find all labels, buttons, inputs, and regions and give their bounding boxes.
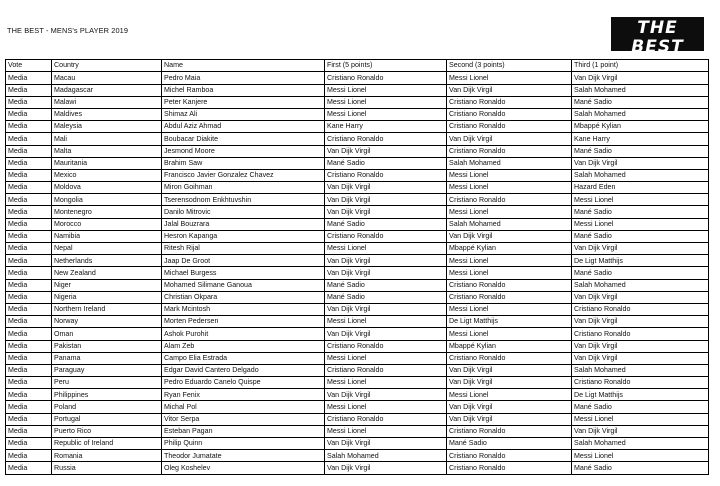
header-third: Third (1 point) — [572, 60, 709, 72]
name-cell: Morten Pedersen — [162, 316, 325, 328]
second-choice-cell: Messi Lionel — [447, 72, 572, 84]
second-choice-cell: Cristiano Ronaldo — [447, 121, 572, 133]
name-cell: Ashok Purohit — [162, 328, 325, 340]
table-row — [6, 450, 709, 462]
first-choice-cell: Messi Lionel — [325, 352, 447, 364]
second-choice-cell: Van Dijk Virgil — [447, 401, 572, 413]
second-choice-cell: Messi Lionel — [447, 303, 572, 315]
country-cell: Mali — [52, 133, 162, 145]
second-choice-cell: Cristiano Ronaldo — [447, 279, 572, 291]
third-choice-cell: Messi Lionel — [572, 218, 709, 230]
third-choice-cell: Salah Mohamed — [572, 438, 709, 450]
second-choice-cell: Cristiano Ronaldo — [447, 108, 572, 120]
vote-cell: Media — [6, 377, 52, 389]
first-choice-cell: Van Dijk Virgil — [325, 145, 447, 157]
name-cell: Michel Ramboa — [162, 84, 325, 96]
second-choice-cell: Cristiano Ronaldo — [447, 194, 572, 206]
country-cell: Panama — [52, 352, 162, 364]
country-cell: Niger — [52, 279, 162, 291]
second-choice-cell: Messi Lionel — [447, 328, 572, 340]
country-cell: Malta — [52, 145, 162, 157]
first-choice-cell: Messi Lionel — [325, 377, 447, 389]
vote-cell: Media — [6, 316, 52, 328]
table-row — [6, 84, 709, 96]
vote-cell: Media — [6, 389, 52, 401]
third-choice-cell: Cristiano Ronaldo — [572, 303, 709, 315]
country-cell: Northern Ireland — [52, 303, 162, 315]
first-choice-cell: Cristiano Ronaldo — [325, 169, 447, 181]
table-row — [6, 352, 709, 364]
third-choice-cell: Cristiano Ronaldo — [572, 377, 709, 389]
name-cell: Miron Goihman — [162, 182, 325, 194]
third-choice-cell: De Ligt Matthijs — [572, 255, 709, 267]
vote-cell: Media — [6, 218, 52, 230]
name-cell: Edgar David Cantero Delgado — [162, 364, 325, 376]
vote-cell: Media — [6, 438, 52, 450]
name-cell: Ryan Fenix — [162, 389, 325, 401]
vote-cell: Media — [6, 206, 52, 218]
vote-cell: Media — [6, 364, 52, 376]
third-choice-cell: Mané Sadio — [572, 462, 709, 474]
the-best-logo — [611, 17, 704, 65]
vote-cell: Media — [6, 425, 52, 437]
country-cell: Portugal — [52, 413, 162, 425]
first-choice-cell: Salah Mohamed — [325, 450, 447, 462]
table-row — [6, 157, 709, 169]
country-cell: Oman — [52, 328, 162, 340]
vote-cell: Media — [6, 450, 52, 462]
second-choice-cell: Mbappé Kylian — [447, 243, 572, 255]
first-choice-cell: Van Dijk Virgil — [325, 267, 447, 279]
country-cell: Moldova — [52, 182, 162, 194]
first-choice-cell: Van Dijk Virgil — [325, 328, 447, 340]
first-choice-cell: Messi Lionel — [325, 108, 447, 120]
name-cell: Ritesh Rijal — [162, 243, 325, 255]
third-choice-cell: Van Dijk Virgil — [572, 291, 709, 303]
table-row — [6, 438, 709, 450]
table-row — [6, 291, 709, 303]
third-choice-cell: Salah Mohamed — [572, 279, 709, 291]
first-choice-cell: Van Dijk Virgil — [325, 255, 447, 267]
second-choice-cell: Cristiano Ronaldo — [447, 96, 572, 108]
third-choice-cell: Messi Lionel — [572, 413, 709, 425]
name-cell: Theodor Jumatate — [162, 450, 325, 462]
second-choice-cell: Messi Lionel — [447, 169, 572, 181]
document-title: THE BEST - MENS's PLAYER 2019 — [7, 26, 129, 35]
second-choice-cell: Cristiano Ronaldo — [447, 352, 572, 364]
first-choice-cell: Cristiano Ronaldo — [325, 364, 447, 376]
country-cell: Madagascar — [52, 84, 162, 96]
vote-cell: Media — [6, 303, 52, 315]
vote-cell: Media — [6, 72, 52, 84]
name-cell: Pedro Eduardo Canelo Quispe — [162, 377, 325, 389]
country-cell: Mexico — [52, 169, 162, 181]
table-row — [6, 425, 709, 437]
table-row — [6, 328, 709, 340]
first-choice-cell: Mané Sadio — [325, 291, 447, 303]
third-choice-cell: Van Dijk Virgil — [572, 243, 709, 255]
country-cell: Pakistan — [52, 340, 162, 352]
table-row — [6, 145, 709, 157]
country-cell: Mongolia — [52, 194, 162, 206]
table-row — [6, 364, 709, 376]
third-choice-cell: Kane Harry — [572, 133, 709, 145]
header-row — [6, 60, 709, 72]
third-choice-cell: Salah Mohamed — [572, 108, 709, 120]
third-choice-cell: Van Dijk Virgil — [572, 425, 709, 437]
country-cell: Paraguay — [52, 364, 162, 376]
second-choice-cell: Messi Lionel — [447, 182, 572, 194]
vote-cell: Media — [6, 121, 52, 133]
name-cell: Mohamed Silimane Ganoua — [162, 279, 325, 291]
table-row — [6, 169, 709, 181]
name-cell: Shimaz Ali — [162, 108, 325, 120]
second-choice-cell: Messi Lionel — [447, 267, 572, 279]
vote-cell: Media — [6, 84, 52, 96]
country-cell: Republic of Ireland — [52, 438, 162, 450]
table-row — [6, 72, 709, 84]
country-cell: Morocco — [52, 218, 162, 230]
third-choice-cell: Mané Sadio — [572, 401, 709, 413]
second-choice-cell: Van Dijk Virgil — [447, 84, 572, 96]
third-choice-cell: Salah Mohamed — [572, 84, 709, 96]
table-row — [6, 279, 709, 291]
first-choice-cell: Mané Sadio — [325, 218, 447, 230]
name-cell: Jaap De Groot — [162, 255, 325, 267]
second-choice-cell: Messi Lionel — [447, 206, 572, 218]
second-choice-cell: Van Dijk Virgil — [447, 364, 572, 376]
third-choice-cell: Mané Sadio — [572, 145, 709, 157]
country-cell: Puerto Rico — [52, 425, 162, 437]
vote-cell: Media — [6, 194, 52, 206]
country-cell: Montenegro — [52, 206, 162, 218]
table-row — [6, 267, 709, 279]
first-choice-cell: Van Dijk Virgil — [325, 182, 447, 194]
first-choice-cell: Van Dijk Virgil — [325, 194, 447, 206]
first-choice-cell: Cristiano Ronaldo — [325, 413, 447, 425]
third-choice-cell: Mané Sadio — [572, 267, 709, 279]
first-choice-cell: Van Dijk Virgil — [325, 462, 447, 474]
first-choice-cell: Cristiano Ronaldo — [325, 230, 447, 242]
country-cell: Philippines — [52, 389, 162, 401]
country-cell: Poland — [52, 401, 162, 413]
vote-cell: Media — [6, 96, 52, 108]
third-choice-cell: Hazard Eden — [572, 182, 709, 194]
second-choice-cell: Cristiano Ronaldo — [447, 462, 572, 474]
vote-cell: Media — [6, 401, 52, 413]
table-row — [6, 108, 709, 120]
table-row — [6, 230, 709, 242]
name-cell: Francisco Javier Gonzalez Chavez — [162, 169, 325, 181]
name-cell: Michal Pol — [162, 401, 325, 413]
name-cell: Vitor Serpa — [162, 413, 325, 425]
header-second: Second (3 points) — [447, 60, 572, 72]
table-row — [6, 121, 709, 133]
second-choice-cell: Messi Lionel — [447, 255, 572, 267]
name-cell: Christian Okpara — [162, 291, 325, 303]
second-choice-cell: Cristiano Ronaldo — [447, 291, 572, 303]
first-choice-cell: Messi Lionel — [325, 425, 447, 437]
first-choice-cell: Van Dijk Virgil — [325, 303, 447, 315]
country-cell: Netherlands — [52, 255, 162, 267]
second-choice-cell: Salah Mohamed — [447, 157, 572, 169]
header-first: First (5 points) — [325, 60, 447, 72]
third-choice-cell: Messi Lionel — [572, 194, 709, 206]
name-cell: Boubacar Diakite — [162, 133, 325, 145]
name-cell: Oleg Koshelev — [162, 462, 325, 474]
table-row — [6, 401, 709, 413]
name-cell: Abdul Aziz Ahmad — [162, 121, 325, 133]
third-choice-cell: Van Dijk Virgil — [572, 352, 709, 364]
country-cell: Maleysia — [52, 121, 162, 133]
first-choice-cell: Messi Lionel — [325, 96, 447, 108]
second-choice-cell: Messi Lionel — [447, 389, 572, 401]
vote-cell: Media — [6, 267, 52, 279]
table-row — [6, 462, 709, 474]
first-choice-cell: Mané Sadio — [325, 157, 447, 169]
country-cell: Russia — [52, 462, 162, 474]
country-cell: Nigeria — [52, 291, 162, 303]
second-choice-cell: Cristiano Ronaldo — [447, 450, 572, 462]
vote-cell: Media — [6, 157, 52, 169]
third-choice-cell: Salah Mohamed — [572, 364, 709, 376]
third-choice-cell: Mané Sadio — [572, 96, 709, 108]
table-body — [6, 72, 709, 474]
table-row — [6, 194, 709, 206]
third-choice-cell: Mané Sadio — [572, 206, 709, 218]
name-cell: Alam Zeb — [162, 340, 325, 352]
vote-cell: Media — [6, 169, 52, 181]
first-choice-cell: Van Dijk Virgil — [325, 206, 447, 218]
name-cell: Brahim Saw — [162, 157, 325, 169]
third-choice-cell: Mané Sadio — [572, 230, 709, 242]
country-cell: Romania — [52, 450, 162, 462]
table-row — [6, 389, 709, 401]
name-cell: Jalal Bouzrara — [162, 218, 325, 230]
first-choice-cell: Messi Lionel — [325, 243, 447, 255]
first-choice-cell: Mané Sadio — [325, 279, 447, 291]
second-choice-cell: Van Dijk Virgil — [447, 230, 572, 242]
third-choice-cell: Van Dijk Virgil — [572, 340, 709, 352]
table-row — [6, 303, 709, 315]
table-row — [6, 340, 709, 352]
second-choice-cell: Cristiano Ronaldo — [447, 425, 572, 437]
vote-cell: Media — [6, 279, 52, 291]
vote-cell: Media — [6, 182, 52, 194]
first-choice-cell: Cristiano Ronaldo — [325, 72, 447, 84]
second-choice-cell: Van Dijk Virgil — [447, 413, 572, 425]
vote-cell: Media — [6, 108, 52, 120]
second-choice-cell: Van Dijk Virgil — [447, 133, 572, 145]
name-cell: Peter Kanjere — [162, 96, 325, 108]
first-choice-cell: Messi Lionel — [325, 316, 447, 328]
first-choice-cell: Cristiano Ronaldo — [325, 340, 447, 352]
country-cell: Namibia — [52, 230, 162, 242]
first-choice-cell: Van Dijk Virgil — [325, 438, 447, 450]
vote-cell: Media — [6, 328, 52, 340]
first-choice-cell: Messi Lionel — [325, 84, 447, 96]
table-row — [6, 218, 709, 230]
header-name: Name — [162, 60, 325, 72]
country-cell: New Zealand — [52, 267, 162, 279]
third-choice-cell: Van Dijk Virgil — [572, 157, 709, 169]
country-cell: Norway — [52, 316, 162, 328]
third-choice-cell: De Ligt Matthijs — [572, 389, 709, 401]
vote-cell: Media — [6, 243, 52, 255]
third-choice-cell: Salah Mohamed — [572, 169, 709, 181]
country-cell: Maldives — [52, 108, 162, 120]
name-cell: Tserensodnom Enkhtuvshin — [162, 194, 325, 206]
first-choice-cell: Kane Harry — [325, 121, 447, 133]
name-cell: Esteban Pagan — [162, 425, 325, 437]
table-row — [6, 182, 709, 194]
table-row — [6, 413, 709, 425]
logo-sub-text: FIFA MEN'S PLAYER — [625, 58, 690, 65]
table-row — [6, 133, 709, 145]
table-row — [6, 255, 709, 267]
second-choice-cell: De Ligt Matthijs — [447, 316, 572, 328]
country-cell: Malawi — [52, 96, 162, 108]
third-choice-cell: Van Dijk Virgil — [572, 316, 709, 328]
vote-cell: Media — [6, 340, 52, 352]
name-cell: Campo Elia Estrada — [162, 352, 325, 364]
third-choice-cell: Cristiano Ronaldo — [572, 328, 709, 340]
first-choice-cell: Van Dijk Virgil — [325, 389, 447, 401]
vote-cell: Media — [6, 352, 52, 364]
country-cell: Macau — [52, 72, 162, 84]
vote-cell: Media — [6, 413, 52, 425]
third-choice-cell: Mbappé Kylian — [572, 121, 709, 133]
name-cell: Mark Mcintosh — [162, 303, 325, 315]
name-cell: Michael Burgess — [162, 267, 325, 279]
country-cell: Nepal — [52, 243, 162, 255]
vote-cell: Media — [6, 462, 52, 474]
name-cell: Philip Quinn — [162, 438, 325, 450]
vote-cell: Media — [6, 230, 52, 242]
name-cell: Hesron Kapanga — [162, 230, 325, 242]
second-choice-cell: Mbappé Kylian — [447, 340, 572, 352]
vote-cell: Media — [6, 133, 52, 145]
second-choice-cell: Cristiano Ronaldo — [447, 145, 572, 157]
second-choice-cell: Mané Sadio — [447, 438, 572, 450]
second-choice-cell: Van Dijk Virgil — [447, 377, 572, 389]
name-cell: Jesmond Moore — [162, 145, 325, 157]
country-cell: Mauritania — [52, 157, 162, 169]
first-choice-cell: Cristiano Ronaldo — [325, 133, 447, 145]
table-row — [6, 243, 709, 255]
first-choice-cell: Messi Lionel — [325, 401, 447, 413]
vote-cell: Media — [6, 255, 52, 267]
third-choice-cell: Messi Lionel — [572, 450, 709, 462]
country-cell: Peru — [52, 377, 162, 389]
table-row — [6, 316, 709, 328]
header-country: Country — [52, 60, 162, 72]
second-choice-cell: Salah Mohamed — [447, 218, 572, 230]
votes-table — [5, 59, 709, 475]
name-cell: Pedro Maia — [162, 72, 325, 84]
logo-main-text: THE BEST — [631, 18, 684, 57]
table-row — [6, 206, 709, 218]
table-row — [6, 377, 709, 389]
table-row — [6, 96, 709, 108]
header-vote: Vote — [6, 60, 52, 72]
name-cell: Danilo Mitrovic — [162, 206, 325, 218]
third-choice-cell: Van Dijk Virgil — [572, 72, 709, 84]
vote-cell: Media — [6, 145, 52, 157]
vote-cell: Media — [6, 291, 52, 303]
